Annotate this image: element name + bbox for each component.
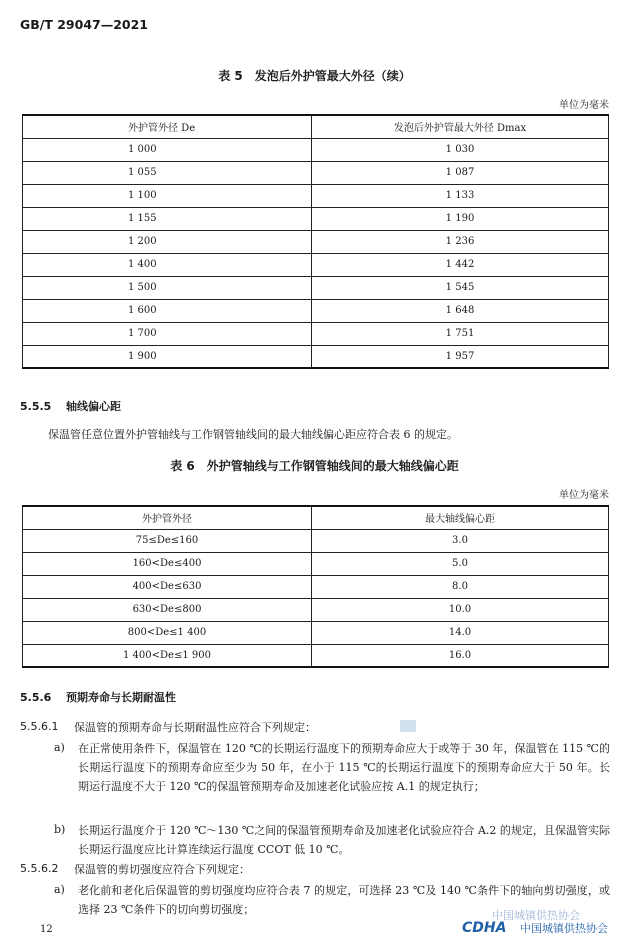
section-556-heading	[20, 689, 176, 705]
table6-cell-col1: 630<De≤800	[23, 598, 312, 621]
table5-cell-col1: 1 600	[23, 299, 312, 322]
table5-cell-col2: 1 087	[312, 161, 609, 184]
table5-row	[23, 276, 609, 299]
table5-row	[23, 253, 609, 276]
section-555-heading	[20, 398, 121, 414]
clause-5562-text: 保温管的剪切强度应符合下列规定：	[74, 863, 250, 876]
clause-5562-a-label: a)	[54, 883, 65, 896]
table5-cell-col1: 1 000	[23, 138, 312, 161]
table5	[22, 114, 609, 369]
table5-cell-col1: 1 200	[23, 230, 312, 253]
section-556-title: 预期寿命与长期耐温性	[66, 691, 176, 704]
table5-cell-col2: 1 957	[312, 345, 609, 368]
clause-5561-a-label: a)	[54, 741, 65, 754]
table5-col2-header: 发泡后外护管最大外径 Dmax	[312, 115, 609, 138]
table5-row	[23, 184, 609, 207]
table6-cell-col1: 75≤De≤160	[23, 529, 312, 552]
table5-row	[23, 230, 609, 253]
table5-row	[23, 138, 609, 161]
table5-cell-col2: 1 751	[312, 322, 609, 345]
table5-cell-col2: 1 190	[312, 207, 609, 230]
table5-cell-col2: 1 236	[312, 230, 609, 253]
table6-cell-col1: 1 400<De≤1 900	[23, 644, 312, 667]
clause-5561-b-text: 长期运行温度介于 120 ℃～130 ℃之间的保温管预期寿命及加速老化试验应符合 A.2 的规定，且保温管实际长期运行温度应比计算连续运行温度 CCOT 低 10 ℃。	[78, 824, 610, 856]
table6-cell-col2: 10.0	[312, 598, 609, 621]
table5-cell-col2: 1 030	[312, 138, 609, 161]
table6-col2-header: 最大轴线偏心距	[312, 506, 609, 529]
table5-cell-col1: 1 400	[23, 253, 312, 276]
stamp-mark	[400, 720, 416, 732]
clause-5561-text: 保温管的预期寿命与长期耐温性应符合下列规定：	[74, 721, 316, 734]
table5-cell-col1: 1 055	[23, 161, 312, 184]
section-555-text: 保温管任意位置外护管轴线与工作钢管轴线间的最大轴线偏心距应符合表 6 的规定。	[48, 428, 458, 441]
table5-header-row	[23, 115, 609, 138]
table6-row	[23, 598, 609, 621]
table5-cell-col1: 1 900	[23, 345, 312, 368]
section-555-title: 轴线偏心距	[66, 400, 121, 413]
watermark-text-faded: 中国城镇供热协会	[492, 909, 580, 922]
clause-5561-b-label: b)	[54, 823, 66, 836]
table5-cell-col1: 1 100	[23, 184, 312, 207]
table6-row	[23, 575, 609, 598]
table6-cell-col1: 400<De≤630	[23, 575, 312, 598]
table5-row	[23, 161, 609, 184]
table5-unit: 单位为毫米	[559, 100, 609, 111]
table5-col1-header: 外护管外径 De	[23, 115, 312, 138]
table6-row	[23, 529, 609, 552]
table5-cell-col2: 1 133	[312, 184, 609, 207]
page-number: 12	[40, 924, 53, 935]
table6-row	[23, 552, 609, 575]
table5-row	[23, 345, 609, 368]
clause-5561-a-text: 在正常使用条件下，保温管在 120 ℃的长期运行温度下的预期寿命应大于或等于 30 年，保温管在 115 ℃的长期运行温度下的预期寿命应至少为 50 年，在小于 115 ℃的长期运行温度下的预期寿命应大于 50 年。长期运行温度不大于 120 ℃的保温管预期寿命及加速老化试验应按 A.1 的规定执行；	[78, 742, 610, 793]
table6-cell-col2: 3.0	[312, 529, 609, 552]
table6-cell-col2: 14.0	[312, 621, 609, 644]
table5-cell-col1: 1 155	[23, 207, 312, 230]
standard-code: GB/T 29047—2021	[20, 17, 149, 32]
table5-row	[23, 299, 609, 322]
table5-row	[23, 207, 609, 230]
clause-5561-number: 5.5.6.1	[20, 720, 59, 733]
table5-cell-col2: 1 545	[312, 276, 609, 299]
table6-cell-col1: 800<De≤1 400	[23, 621, 312, 644]
table6-cell-col1: 160<De≤400	[23, 552, 312, 575]
table6-col1-header: 外护管外径	[23, 506, 312, 529]
table6-header-row	[23, 506, 609, 529]
table6-cell-col2: 16.0	[312, 644, 609, 667]
table5-cell-col2: 1 442	[312, 253, 609, 276]
clause-5562-a-text: 老化前和老化后保温管的剪切强度均应符合表 7 的规定，可选择 23 ℃及 140 ℃条件下的轴向剪切强度，或选择 23 ℃条件下的切向剪切强度；	[78, 884, 610, 916]
watermark-text: 中国城镇供热协会	[520, 922, 608, 935]
table6	[22, 505, 609, 668]
table6-unit: 单位为毫米	[559, 490, 609, 501]
table6-cell-col2: 5.0	[312, 552, 609, 575]
table5-cell-col1: 1 500	[23, 276, 312, 299]
table5-title: 表 5 发泡后外护管最大外径（续）	[218, 69, 411, 83]
section-556-number: 5.5.6	[20, 691, 52, 704]
table6-title: 表 6 外护管轴线与工作钢管轴线间的最大轴线偏心距	[170, 459, 459, 473]
table5-row	[23, 322, 609, 345]
table5-cell-col2: 1 648	[312, 299, 609, 322]
watermark-logo: CDHA	[462, 920, 507, 936]
table5-cell-col1: 1 700	[23, 322, 312, 345]
table6-cell-col2: 8.0	[312, 575, 609, 598]
clause-5562-number: 5.5.6.2	[20, 862, 59, 875]
table6-row	[23, 644, 609, 667]
section-555-number: 5.5.5	[20, 400, 52, 413]
table6-row	[23, 621, 609, 644]
